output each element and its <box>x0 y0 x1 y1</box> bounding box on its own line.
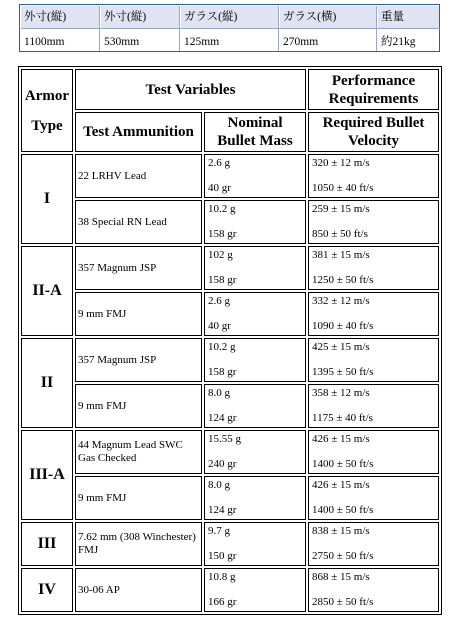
bullet-velocity-cell <box>308 154 439 198</box>
bullet-mass-cell <box>204 384 306 428</box>
mass-grams: 2.6 g <box>208 295 230 307</box>
mass-grains: 40 gr <box>208 320 231 332</box>
spec-header-cell: ガラス(横) <box>280 6 376 28</box>
type-header-label: Type <box>31 117 63 134</box>
ammunition-cell <box>75 522 202 566</box>
ammunition-cell <box>75 430 202 474</box>
ammunition-cell <box>75 200 202 244</box>
armor-type-label: II <box>40 374 54 391</box>
velocity-fts: 1395 ± 50 ft/s <box>312 366 374 378</box>
mass-grains: 166 gr <box>208 596 237 608</box>
bullet-velocity-cell <box>308 430 439 474</box>
ammunition-label: 357 Magnum JSP <box>78 353 157 366</box>
armor-type-label: IV <box>38 581 56 598</box>
velocity-ms: 381 ± 15 m/s <box>312 249 370 261</box>
bullet-velocity-cell <box>308 292 439 336</box>
bullet-velocity-cell <box>308 568 439 612</box>
velocity-ms: 259 ± 15 m/s <box>312 203 370 215</box>
ammunition-label: 9 mm FMJ <box>78 307 127 320</box>
mass-grams: 8.0 g <box>208 479 230 491</box>
ammunition-cell <box>75 568 202 612</box>
mass-grains: 158 gr <box>208 274 237 286</box>
mass-grams: 10.2 g <box>208 203 236 215</box>
velocity-fts: 850 ± 50 ft/s <box>312 228 368 240</box>
required-bullet-velocity-header: Required Bullet Velocity <box>308 112 439 152</box>
bullet-mass-cell <box>204 338 306 382</box>
velocity-fts: 1400 ± 50 ft/s <box>312 458 374 470</box>
velocity-fts: 2850 ± 50 ft/s <box>312 596 374 608</box>
armor-type-cell <box>21 522 73 566</box>
velocity-ms: 358 ± 12 m/s <box>312 387 370 399</box>
test-variables-header: Test Variables <box>75 69 306 110</box>
armor-type-label: II-A <box>32 282 62 299</box>
armor-header-label: Armor <box>24 87 70 104</box>
armor-type-cell <box>21 246 73 336</box>
test-ammunition-header: Test Ammunition <box>75 112 202 152</box>
velocity-ms: 426 ± 15 m/s <box>312 479 370 491</box>
bullet-mass-cell <box>204 430 306 474</box>
mass-grains: 40 gr <box>208 182 231 194</box>
armor-type-cell <box>21 568 73 612</box>
spec-header-cell: 外寸(縦) <box>21 6 99 28</box>
spec-header-cell: 外寸(縦) <box>101 6 179 28</box>
ammunition-label: 22 LRHV Lead <box>78 169 147 182</box>
spec-value-cell: 125mm <box>181 30 278 51</box>
bullet-mass-cell <box>204 568 306 612</box>
bullet-mass-cell <box>204 246 306 290</box>
velocity-ms: 838 ± 15 m/s <box>312 525 370 537</box>
mass-grains: 124 gr <box>208 504 237 516</box>
nominal-bullet-mass-header: Nominal Bullet Mass <box>204 112 306 152</box>
mass-grains: 158 gr <box>208 366 237 378</box>
spec-table <box>19 4 440 52</box>
mass-grams: 2.6 g <box>208 157 230 169</box>
velocity-ms: 868 ± 15 m/s <box>312 571 370 583</box>
bullet-mass-cell <box>204 154 306 198</box>
mass-grams: 10.8 g <box>208 571 236 583</box>
mass-grains: 124 gr <box>208 412 237 424</box>
spec-header-cell: 重量 <box>378 6 439 28</box>
bullet-velocity-cell <box>308 338 439 382</box>
velocity-fts: 2750 ± 50 ft/s <box>312 550 374 562</box>
velocity-ms: 332 ± 12 m/s <box>312 295 370 307</box>
mass-grams: 10.2 g <box>208 341 236 353</box>
spec-value-cell: 1100mm <box>21 30 99 51</box>
velocity-fts: 1175 ± 40 ft/s <box>312 412 373 424</box>
mass-grains: 158 gr <box>208 228 237 240</box>
ammunition-label: 357 Magnum JSP <box>78 261 157 274</box>
spec-row-divider <box>21 28 440 29</box>
velocity-ms: 425 ± 15 m/s <box>312 341 370 353</box>
spec-value-cell: 530mm <box>101 30 179 51</box>
armor-type-cell <box>21 154 73 244</box>
bullet-mass-cell <box>204 522 306 566</box>
mass-grams: 8.0 g <box>208 387 230 399</box>
mass-grams: 9.7 g <box>208 525 230 537</box>
bullet-mass-cell <box>204 476 306 520</box>
performance-requirements-header: Performance Requirements <box>308 69 439 110</box>
bullet-velocity-cell <box>308 246 439 290</box>
ammunition-label: 7.62 mm (308 Winchester) FMJ <box>78 531 196 556</box>
ammunition-cell <box>75 154 202 198</box>
ammunition-cell <box>75 384 202 428</box>
bullet-mass-cell <box>204 292 306 336</box>
armor-type-header <box>21 69 73 152</box>
mass-grams: 102 g <box>208 249 233 261</box>
bullet-mass-cell <box>204 200 306 244</box>
ammunition-cell <box>75 292 202 336</box>
armor-type-label: I <box>43 190 51 207</box>
bullet-velocity-cell <box>308 476 439 520</box>
armor-type-cell <box>21 338 73 428</box>
mass-grains: 240 gr <box>208 458 237 470</box>
armor-type-label: III <box>37 535 57 552</box>
bullet-velocity-cell <box>308 384 439 428</box>
ammunition-label: 44 Magnum Lead SWC Gas Checked <box>78 439 183 464</box>
velocity-ms: 426 ± 15 m/s <box>312 433 370 445</box>
mass-grains: 150 gr <box>208 550 237 562</box>
spec-value-cell: 270mm <box>280 30 376 51</box>
velocity-fts: 1400 ± 50 ft/s <box>312 504 374 516</box>
velocity-ms: 320 ± 12 m/s <box>312 157 370 169</box>
velocity-fts: 1090 ± 40 ft/s <box>312 320 374 332</box>
ammunition-cell <box>75 476 202 520</box>
ammunition-label: 30-06 AP <box>78 583 120 596</box>
ammunition-label: 9 mm FMJ <box>78 399 127 412</box>
bullet-velocity-cell <box>308 200 439 244</box>
spec-header-cell: ガラス(縦) <box>181 6 278 28</box>
velocity-fts: 1050 ± 40 ft/s <box>312 182 374 194</box>
armor-type-label: III-A <box>29 466 65 483</box>
spec-value-cell: 約21kg <box>378 30 439 51</box>
armor-table <box>18 66 442 615</box>
ammunition-label: 9 mm FMJ <box>78 491 127 504</box>
bullet-velocity-cell <box>308 522 439 566</box>
ammunition-cell <box>75 246 202 290</box>
mass-grams: 15.55 g <box>208 433 241 445</box>
ammunition-cell <box>75 338 202 382</box>
armor-type-cell <box>21 430 73 520</box>
velocity-fts: 1250 ± 50 ft/s <box>312 274 374 286</box>
ammunition-label: 38 Special RN Lead <box>78 215 167 228</box>
